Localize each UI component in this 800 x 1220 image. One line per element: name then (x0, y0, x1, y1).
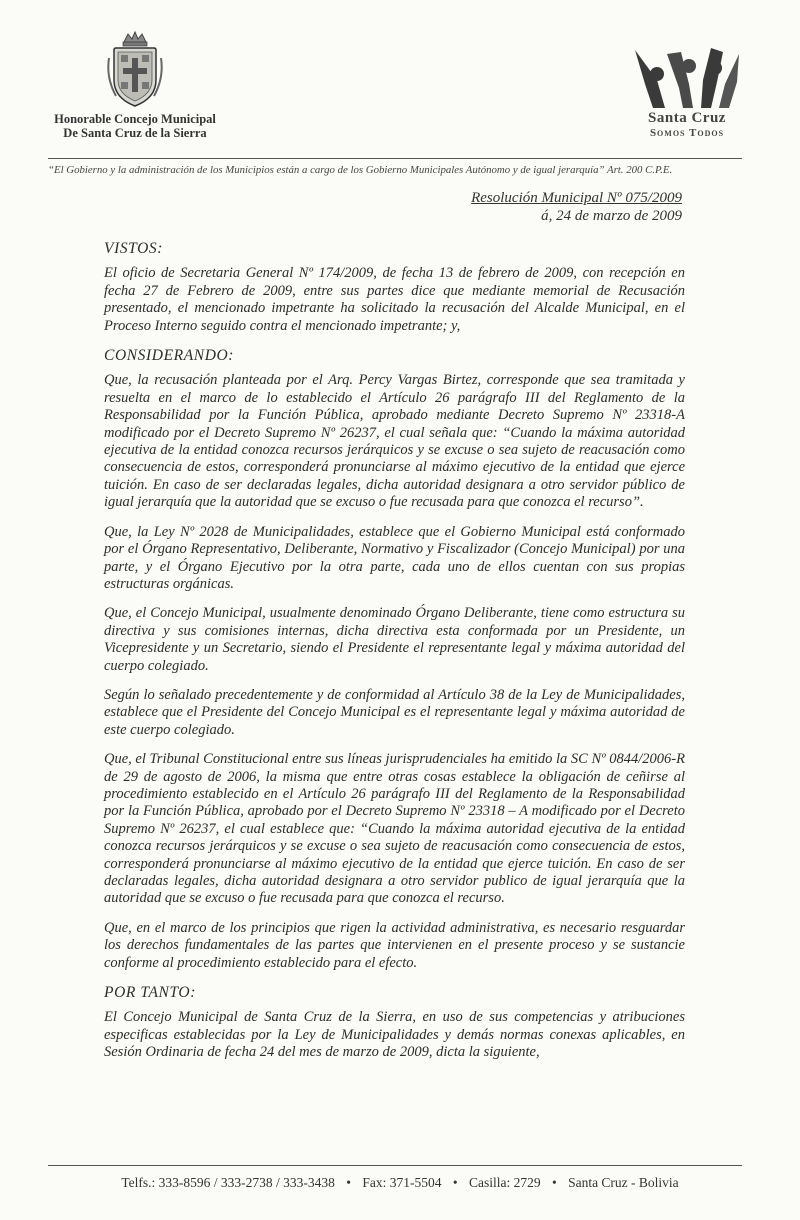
vistos-paragraph: El oficio de Secretaria General Nº 174/2009, de fecha 13 de febrero de 2009, con recepción en fecha 27 de Febrero de 2009, entre sus partes dice que mediante memorial de Recusación presentado, el mencionado impetrante ha solicitado la recusación del Alcalde Municipal, en el Proceso Interno seguido contra el mencionado impetrante; y, (104, 265, 685, 334)
considerando-paragraph: Según lo señalado precedentemente y de conformidad al Artículo 38 de la Ley de Municipalidades, establece que el Presidente del Concejo Municipal es el representante legal y máxima autoridad de este cuerpo colegiado. (104, 686, 685, 738)
coat-of-arms-icon (106, 28, 164, 110)
santa-cruz-logo (622, 44, 752, 139)
footer-divider (48, 1165, 742, 1166)
considerando-paragraph: Que, el Concejo Municipal, usualmente denominado Órgano Deliberante, tiene como estructura su directiva y sus comisiones internas, dicha directiva esta conformada por un Presidente, un Vicepresidente y un Secretario, siendo el Presidente el representante legal y máxima autoridad del cuerpo colegiado. (104, 605, 685, 674)
council-name-line2: De Santa Cruz de la Sierra (63, 126, 207, 140)
por-tanto-paragraph: El Concejo Municipal de Santa Cruz de la Sierra, en uso de sus competencias y atribuciones especificas establecidas por la Ley de Municipalidades y demás normas conexas aplicables, en Sesión Ordinaria de fecha 24 del mes de marzo de 2009, dicta la siguiente, (104, 1009, 685, 1061)
footer-fax: Fax: 371-5504 (362, 1175, 442, 1190)
por-tanto-heading: POR TANTO: (104, 984, 196, 1002)
header-divider (48, 158, 742, 159)
considerando-heading: CONSIDERANDO: (104, 347, 235, 365)
considerando-paragraph: Que, la recusación planteada por el Arq. Percy Vargas Birtez, corresponde que sea tramitada y resuelta en el marco de lo establecido el Artículo 26 parágrafo III del Reglamento de la Responsabilidad por la Función Pública, aprobado mediante Decreto Supremo Nº 23318-A modificado por el Decreto Supremo Nº 26237, el cual señala que: “Cuando la máxima autoridad ejecutiva de la entidad conozca recursos jerárquicos y se excuse o sea sujeto de reacusación como consecuencia de estos, corresponderá pronunciarse al máximo ejecutivo de la entidad que ejerce tuición. En caso de ser declaradas legales, dicha autoridad designara a otro servidor público de igual jerarquía que la autoridad que se excuso o fue recusada para que conozca el recurso”. (104, 372, 685, 511)
footer-separator: • (452, 1175, 458, 1190)
footer-separator: • (551, 1175, 557, 1190)
people-figures-icon (627, 44, 747, 114)
considerando-paragraph: Que, el Tribunal Constitucional entre sus líneas jurisprudenciales ha emitido la SC Nº 0844/2006-R de 29 de agosto de 2006, la misma que entre otras cosas establece la obligación de ceñirse al procedimiento establecido en el Artículo 26 parágrafo III del Reglamento de la Responsabilidad por la Función Pública, aprobado por el Decreto Supremo Nº 23318 – A modificado por el Decreto Supremo Nº 26237, el cual establece que: “Cuando la máxima autoridad ejecutiva de la entidad conozca recursos jerárquicos y se excuse o sea sujeto de reacusación como consecuencia de estos, corresponderá pronunciarse al máximo ejecutivo de la entidad que ejerce tuición. En caso de ser declaradas legales, dicha autoridad designara a otro servidor publico de igual jerarquía que la autoridad que se excuso o fue recusada para que conozca el recurso. (104, 751, 685, 907)
logo-title: Santa Cruz (648, 110, 726, 126)
resolution-title: Resolución Municipal Nº 075/2009 (471, 190, 682, 206)
document-body (104, 240, 685, 1074)
logo-subtitle: Somos Todos (649, 127, 725, 139)
footer-phones: Telfs.: 333-8596 / 333-2738 / 333-3438 (121, 1175, 335, 1190)
considerando-paragraph: Que, la Ley Nº 2028 de Municipalidades, establece que el Gobierno Municipal está conformado por el Órgano Representativo, Deliberante, Normativo y Fiscalizador (Concejo Municipal) por una parte, y el Órgano Ejecutivo por la otra parte, cada uno de ellos cuentan con sus propias estructuras orgánicas. (104, 523, 685, 592)
footer-casilla: Casilla: 2729 (468, 1175, 541, 1190)
resolution-date: á, 24 de marzo de 2009 (541, 208, 682, 224)
footer-city: Santa Cruz - Bolivia (568, 1175, 679, 1190)
council-name-line1: Honorable Concejo Municipal (54, 112, 216, 126)
vistos-heading: VISTOS: (104, 240, 164, 257)
constitution-motto: “El Gobierno y la administración de los Municipios están a cargo de los Gobierno Municipales Autónomo y de igual jerarquía” Art. 200 C.P.E. (48, 164, 673, 176)
considerando-paragraph: Que, en el marco de los principios que rigen la actividad administrativa, es necesario resguardar los derechos fundamentales de las partes que intervienen en el presente proceso y se sustancie conforme al procedimiento establecido para el efecto. (104, 919, 685, 971)
council-header (40, 28, 230, 140)
footer-contact (0, 1175, 800, 1191)
footer-separator: • (346, 1175, 351, 1190)
